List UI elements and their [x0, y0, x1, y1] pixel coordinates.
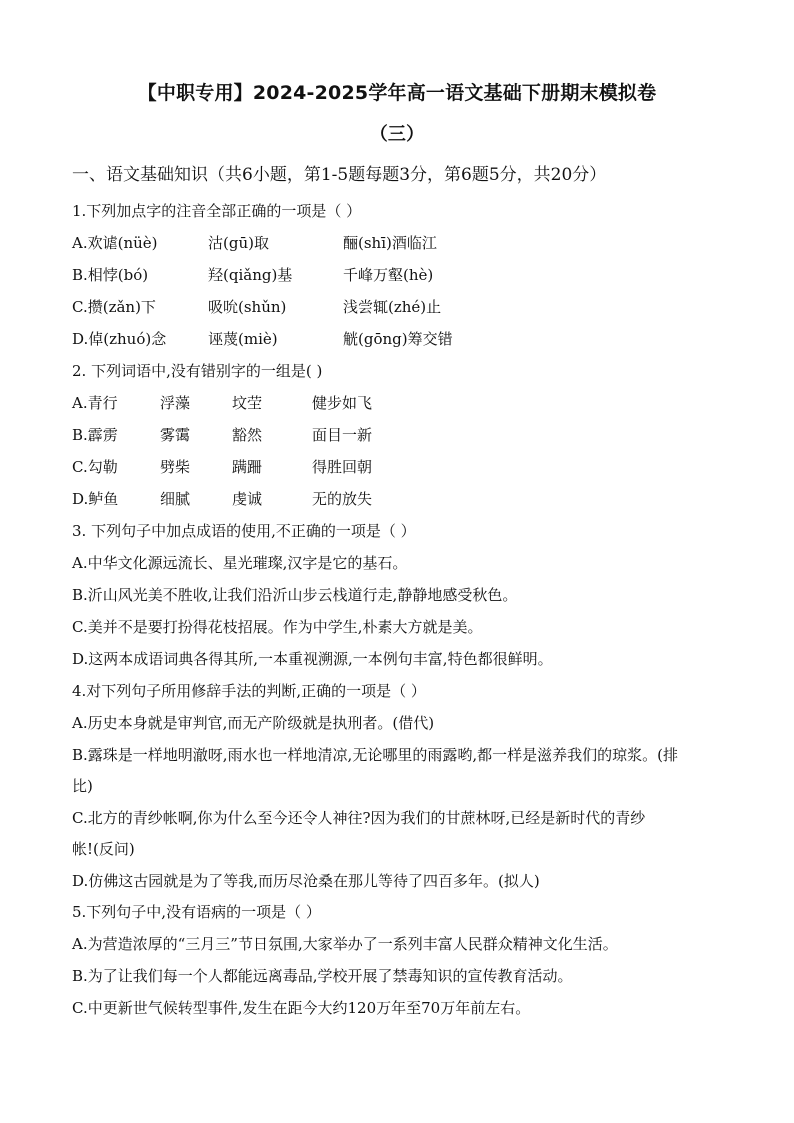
q2-option-a-col4: 健步如飞: [312, 394, 373, 412]
q3-option-b: B.沂山风光美不胜收,让我们沿沂山步云栈道行走,静静地感受秋色。: [72, 586, 518, 604]
q4-option-b-line2: 比): [72, 777, 93, 795]
q1-option-a-col1: A.欢谑(nüè): [72, 234, 158, 252]
q1-option-c-col2: 吸吮(shǔn): [208, 298, 287, 316]
q3-option-c: C.美并不是要打扮得花枝招展。作为中学生,朴素大方就是美。: [72, 618, 483, 636]
q2-option-d-col1: D.鲈鱼: [72, 490, 119, 508]
q2-option-a-col3: 坟茔: [232, 394, 263, 412]
q1-option-a-col3: 酾(shī)酒临江: [343, 234, 437, 252]
q1-option-c-col1: C.攒(zǎn)下: [72, 298, 156, 316]
q5-option-b: B.为了让我们每一个人都能远离毒品,学校开展了禁毒知识的宣传教育活动。: [72, 967, 573, 985]
q1-option-c-col3: 浅尝辄(zhé)止: [343, 298, 442, 316]
question-3-stem: 3. 下列句子中加点成语的使用,不正确的一项是（ ）: [72, 522, 416, 540]
q1-option-d-col3: 觥(gōng)筹交错: [343, 330, 453, 348]
q2-option-d-col3: 虔诚: [232, 490, 263, 508]
q1-option-b-col3: 千峰万壑(hè): [343, 266, 434, 284]
q5-option-a: A.为营造浓厚的“三月三”节日氛围,大家举办了一系列丰富人民群众精神文化生活。: [72, 935, 618, 953]
q1-option-b-col2: 羟(qiǎng)基: [208, 266, 293, 284]
question-2-stem: 2. 下列词语中,没有错别字的一组是( ): [72, 362, 323, 380]
q1-option-a-col2: 沽(gū)取: [208, 234, 269, 252]
q2-option-b-col2: 雾霭: [160, 426, 191, 444]
q1-option-d-col2: 诬蔑(miè): [208, 330, 278, 348]
question-4-stem: 4.对下列句子所用修辞手法的判断,正确的一项是（ ）: [72, 682, 426, 700]
q2-option-b-col4: 面目一新: [312, 426, 373, 444]
q2-option-c-col1: C.勾勒: [72, 458, 118, 476]
q4-option-b-line1: B.露珠是一样地明澈呀,雨水也一样地清凉,无论哪里的雨露哟,都一样是滋养我们的琼浆。(排: [72, 746, 678, 764]
q2-option-c-col4: 得胜回朝: [312, 458, 373, 476]
q4-option-c-line2: 帐!(反问): [72, 840, 135, 858]
q4-option-c-line1: C.北方的青纱帐啊,你为什么至今还令人神往?因为我们的甘蔗林呀,已经是新时代的青纱: [72, 809, 646, 827]
q2-option-b-col1: B.霹雳: [72, 426, 118, 444]
q1-option-d-col1: D.倬(zhuó)念: [72, 330, 167, 348]
q4-option-d: D.仿佛这古园就是为了等我,而历尽沧桑在那儿等待了四百多年。(拟人): [72, 872, 540, 890]
section-heading: 一、语文基础知识（共6小题，第1-5题每题3分，第6题5分，共20分）: [72, 165, 607, 185]
q4-option-a: A.历史本身就是审判官,而无产阶级就是执刑者。(借代): [72, 714, 435, 732]
exam-subtitle: （三）: [369, 124, 425, 145]
q3-option-d: D.这两本成语词典各得其所,一本重视溯源,一本例句丰富,特色都很鲜明。: [72, 650, 553, 668]
q2-option-d-col2: 细腻: [160, 490, 191, 508]
q5-option-c: C.中更新世气候转型事件,发生在距今大约120万年至70万年前左右。: [72, 999, 531, 1017]
q2-option-b-col3: 豁然: [232, 426, 263, 444]
question-1-stem: 1.下列加点字的注音全部正确的一项是（ ）: [72, 202, 362, 220]
q3-option-a: A.中华文化源远流长、星光璀璨,汉字是它的基石。: [72, 554, 408, 572]
q2-option-d-col4: 无的放失: [312, 490, 373, 508]
question-5-stem: 5.下列句子中,没有语病的一项是（ ）: [72, 903, 321, 921]
q2-option-a-col1: A.青行: [72, 394, 118, 412]
q2-option-a-col2: 浮藻: [160, 394, 191, 412]
q2-option-c-col2: 劈柴: [160, 458, 191, 476]
exam-title: 【中职专用】2024-2025学年高一语文基础下册期末模拟卷: [137, 82, 657, 104]
q1-option-b-col1: B.相悖(bó): [72, 266, 149, 284]
q2-option-c-col3: 蹒跚: [232, 458, 263, 476]
